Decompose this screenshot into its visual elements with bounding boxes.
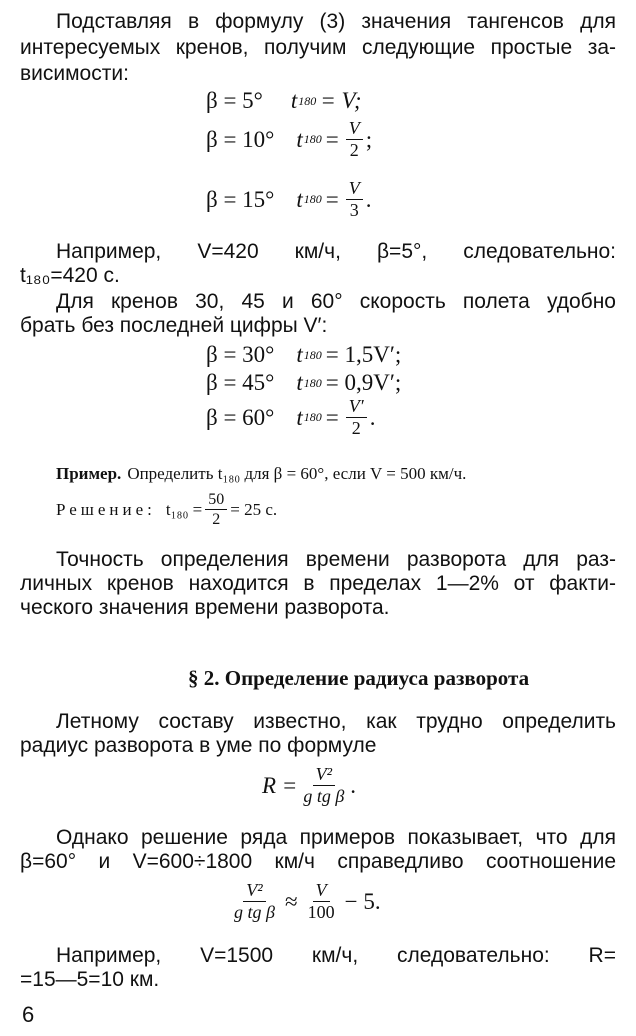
text-line: β=60° и V=600÷1800 км/ч справедливо соотношение: [20, 850, 616, 873]
text-line: личных кренов находится в пределах 1—2% от факти-: [20, 572, 616, 595]
fraction: $\frac{V'}{2}$: [346, 396, 367, 439]
formula-beta-45: β = 45° t 180 = 0,9V′;: [206, 370, 402, 395]
text-line: t₁₈₀=420 с.: [20, 264, 120, 287]
text-line: Точность определения времени разворота для раз-: [56, 548, 616, 571]
example-label: Пример.: [56, 464, 122, 483]
formula-beta-5: β = 5° t 180 = V;: [206, 88, 362, 113]
fraction: $\frac{V}{2}$: [346, 118, 363, 161]
example-line: [56, 464, 466, 484]
fraction: $\frac{V}{3}$: [346, 178, 363, 221]
text-line: Однако решение ряда примеров показывает, что для: [56, 826, 616, 849]
text-line: Летному составу известно, как трудно определить: [56, 710, 616, 733]
text-line: брать без последней цифры V′:: [20, 314, 328, 337]
text-line: интересуемых кренов, получим следующие простые за-: [20, 36, 616, 59]
formula-beta-30: β = 30° t 180 = 1,5V′;: [206, 342, 402, 367]
text-line: висимости:: [20, 62, 129, 85]
text-line: ческого значения времени разворота.: [20, 596, 390, 619]
example-text: Определить t₁₈₀ для β = 60°, если V = 500 км/ч.: [127, 464, 467, 483]
fraction: $\frac{\text{V²}}{\text{g tg β}}$: [303, 764, 345, 806]
formula-approx: $\frac{\text{V²}}{\text{g tg β}}$ ≈ $\frac{V}{100}$ − 5.: [228, 880, 385, 923]
formula-radius: R = $\frac{\text{V²}}{\text{g tg β}}$ .: [262, 764, 357, 806]
formula-beta-60: β = 60° t 180 = $\frac{V'}{2}$ .: [206, 396, 376, 438]
text-line: Например, V=420 км/ч, β=5°, следовательно:: [56, 240, 616, 263]
fraction: $\frac{50}{2}$: [205, 490, 227, 529]
fraction: $\frac{V}{100}$: [307, 880, 335, 922]
solution-line: Решение: t₁₈₀ = $\frac{50}{2}$ = 25 с.: [56, 491, 278, 528]
formula-beta-10: β = 10° t 180 = $\frac{V}{2}$ ;: [206, 118, 373, 160]
text-line: Для кренов 30, 45 и 60° скорость полета удобно: [56, 290, 616, 313]
text-line: Например, V=1500 км/ч, следовательно: R=: [56, 944, 616, 967]
fraction: $\frac{\text{V²}}{\text{g tg β}}$: [234, 880, 275, 922]
section-heading: § 2. Определение радиуса разворота: [188, 666, 530, 690]
page-number: 6: [22, 1002, 35, 1027]
formula-beta-15: β = 15° t 180 = $\frac{V}{3}$ .: [206, 178, 372, 220]
text-line: радиус разворота в уме по формуле: [20, 734, 377, 757]
text-line: =15—5=10 км.: [20, 968, 160, 991]
text-line: Подставляя в формулу (3) значения тангенсов для: [56, 10, 616, 33]
solution-label: Решение:: [56, 499, 156, 519]
